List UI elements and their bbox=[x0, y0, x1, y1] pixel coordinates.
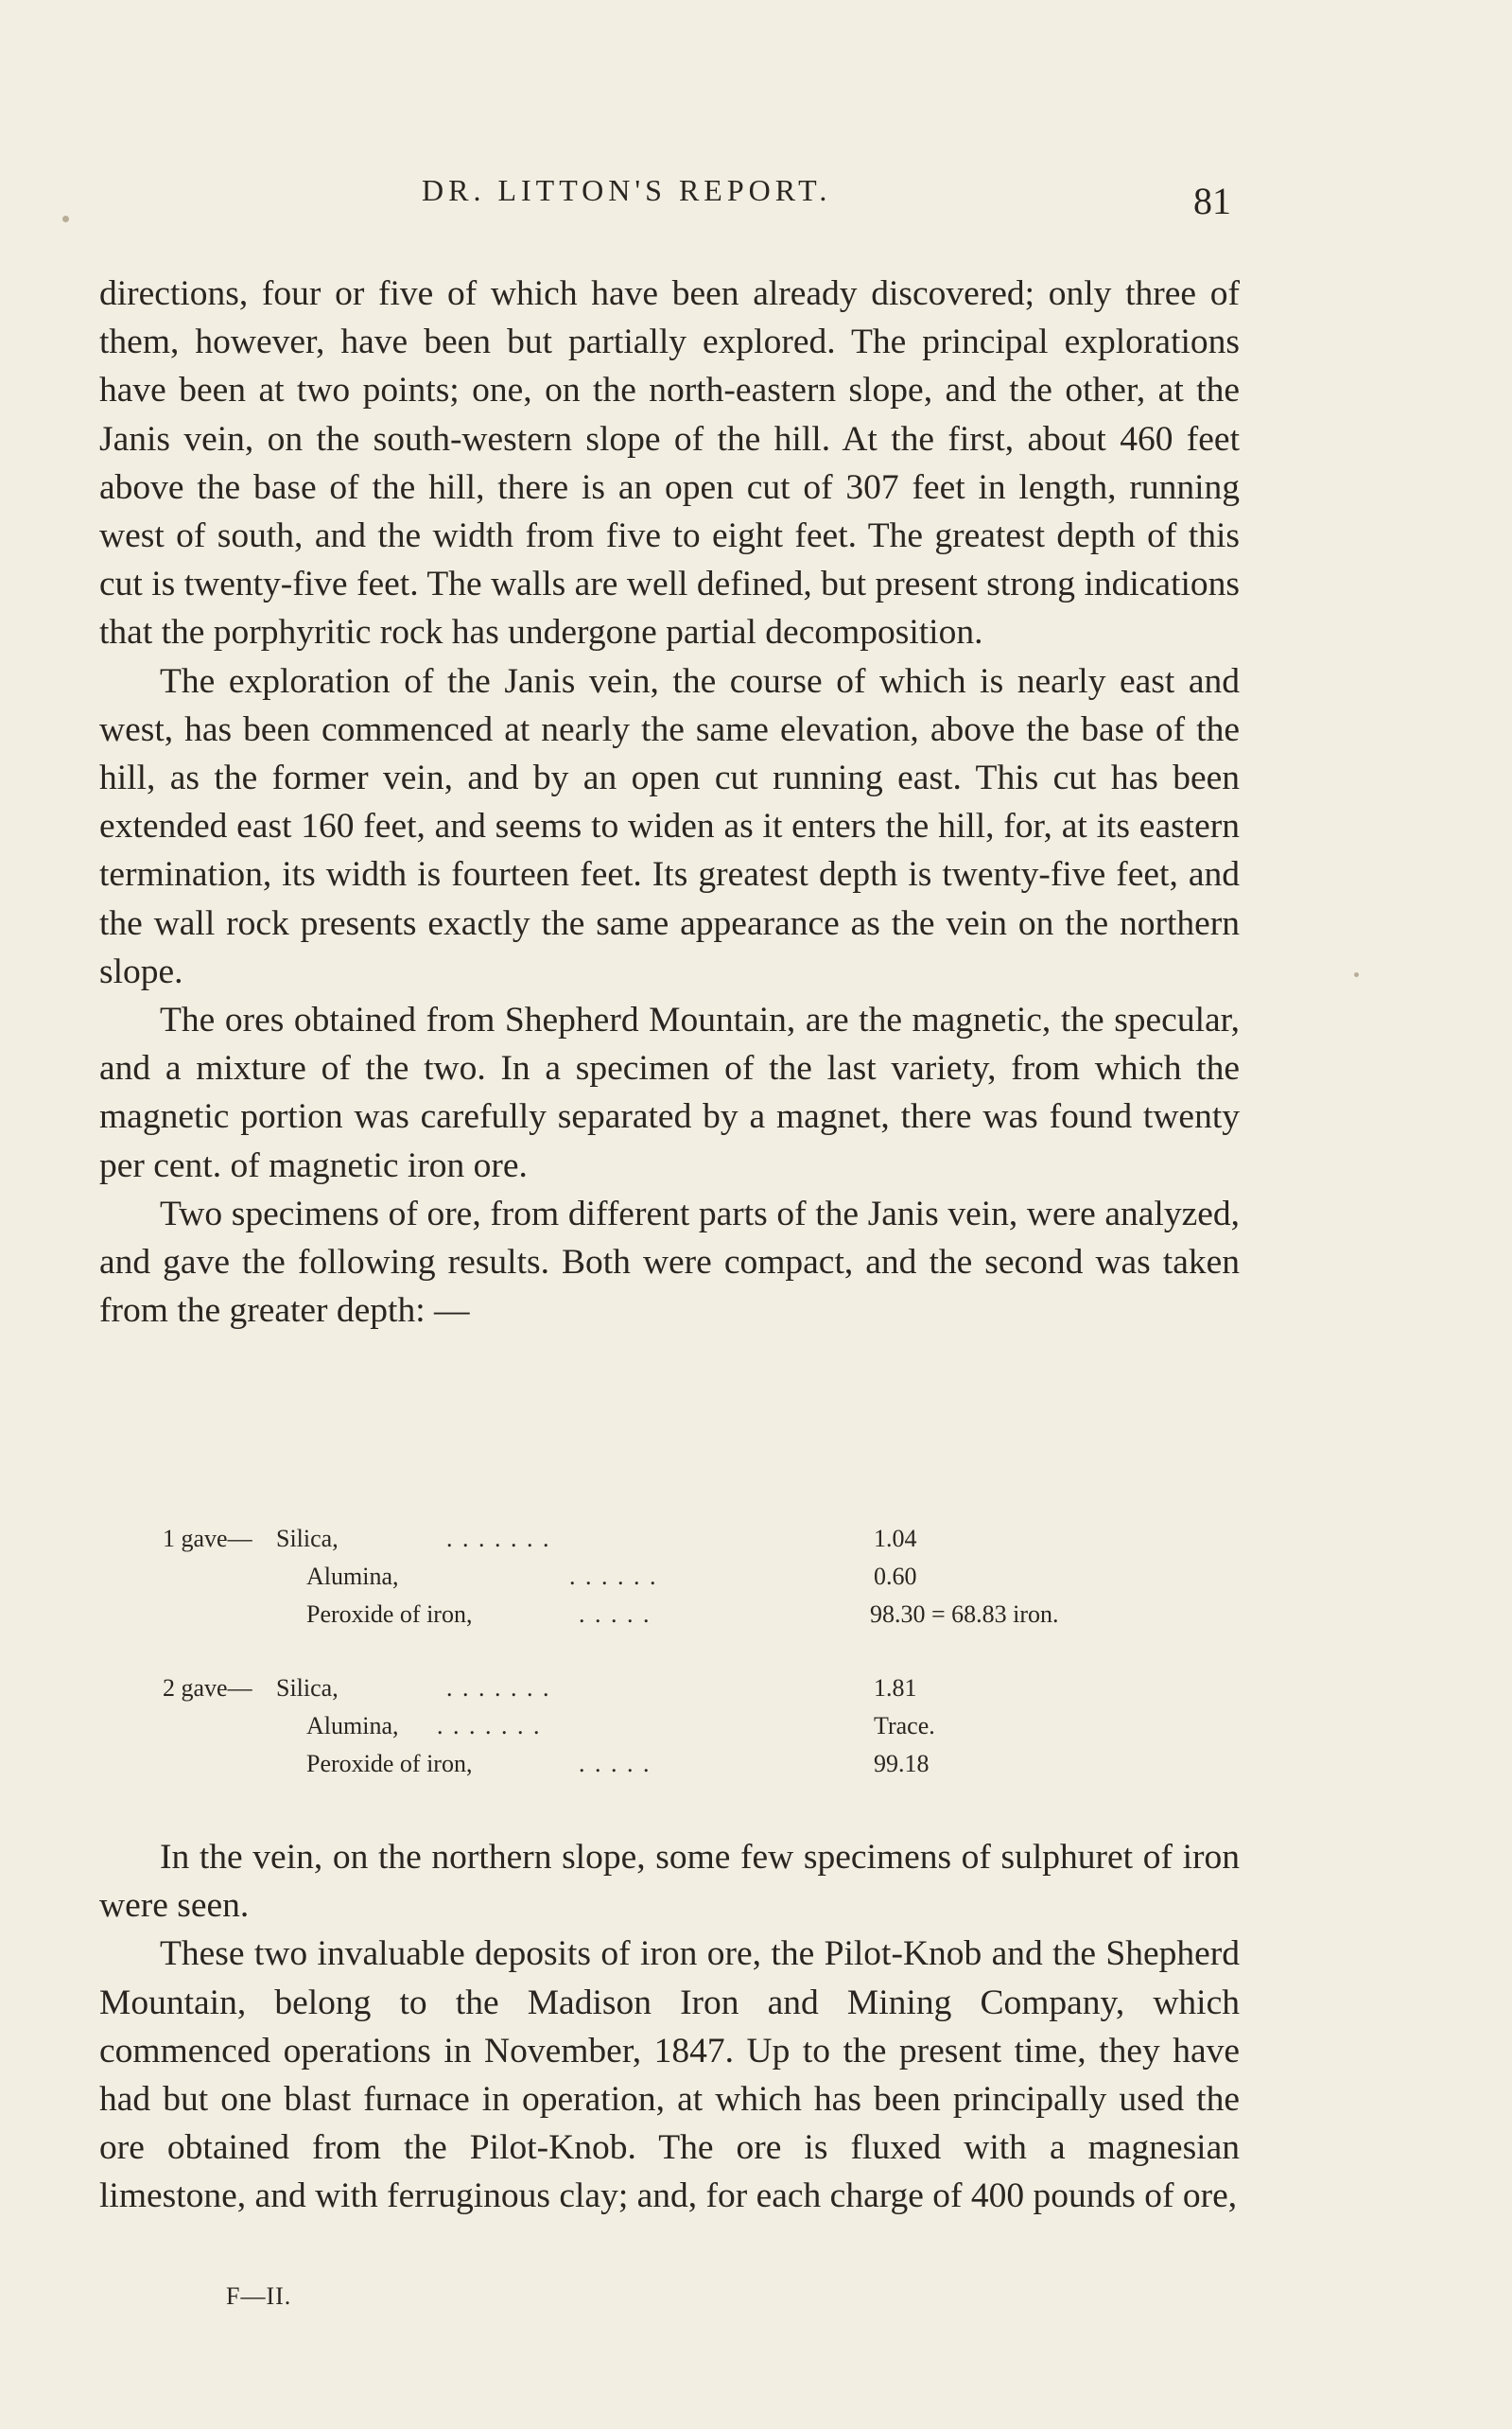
specimen-label: 2 gave— bbox=[163, 1674, 252, 1702]
component-name: Silica, bbox=[276, 1674, 339, 1702]
body-text-bottom bbox=[99, 1833, 1240, 2221]
component-value: 98.30 = 68.83 iron. bbox=[870, 1600, 1059, 1628]
page-header bbox=[0, 173, 1512, 222]
leader-dots: . . . . . . . bbox=[446, 1525, 551, 1552]
table-row bbox=[163, 1563, 1156, 1600]
component-value: 0.60 bbox=[874, 1563, 917, 1590]
leader-dots: . . . . . . . bbox=[446, 1674, 551, 1702]
paragraph: In the vein, on the northern slope, some few specimens of sulphuret of iron were seen. bbox=[99, 1838, 1240, 1926]
component-name: Silica, bbox=[276, 1525, 339, 1552]
table-row bbox=[163, 1525, 1156, 1563]
paragraph: directions, four or five of which have been already discovered; only three of them, however, have been but partially explored. The principal explorations have been at two points; one, on the north-eastern slope, and the other, at the Janis vein, on the south-western slope of the hill. At the first, about 460 feet above the base of the hill, there is an open cut of 307 feet in length, running west of south, and the width from five to eight feet. The greatest depth of this cut is twenty-five feet. The walls are well defined, but present strong indications that the porphyritic rock has undergone partial decomposition. bbox=[99, 274, 1240, 653]
component-name: Alumina, bbox=[306, 1712, 399, 1739]
leader-dots: . . . . . . . bbox=[437, 1712, 542, 1739]
specimen-label: 1 gave— bbox=[163, 1525, 252, 1552]
component-name: Peroxide of iron, bbox=[306, 1600, 473, 1628]
component-name: Alumina, bbox=[306, 1563, 399, 1590]
paragraph: These two invaluable deposits of iron ore, the Pilot-Knob and the Shepherd Mountain, belong to the Madison Iron and Mining Company, which commenced operations in November, 1847. Up to the present time, they have had but one blast furnace in operation, at which has been principally used the ore obtained from the Pilot-Knob. The ore is fluxed with a magnesian limestone, and with ferruginous clay; and, for each charge of 400 pounds of ore, bbox=[99, 1934, 1240, 2216]
running-title: DR. LITTON'S REPORT. bbox=[422, 173, 832, 207]
paper-speck bbox=[1354, 972, 1359, 977]
page-number: 81 bbox=[1193, 180, 1231, 222]
component-value: 1.04 bbox=[874, 1525, 917, 1552]
leader-dots: . . . . . bbox=[579, 1750, 652, 1777]
leader-dots: . . . . . bbox=[579, 1600, 652, 1628]
signature-mark: F—II. bbox=[226, 2282, 292, 2310]
component-name: Peroxide of iron, bbox=[306, 1750, 473, 1777]
paragraph: The exploration of the Janis vein, the course of which is nearly east and west, has been commenced at nearly the same elevation, above the base of the hill, as the former vein, and by an open cut running east. This cut has been extended east 160 feet, and seems to widen as it enters the hill, for, at its eastern termination, its width is fourteen feet. Its greatest depth is twenty-five feet, and the wall rock presents exactly the same appearance as the vein on the northern slope. bbox=[99, 661, 1240, 991]
analysis-table bbox=[163, 1525, 1156, 1788]
table-row bbox=[163, 1674, 1156, 1712]
leader-dots: . . . . . . bbox=[569, 1563, 658, 1590]
table-row bbox=[163, 1600, 1156, 1638]
body-text-top bbox=[99, 270, 1240, 1335]
component-value: 99.18 bbox=[874, 1750, 930, 1777]
component-value: 1.81 bbox=[874, 1674, 917, 1702]
table-row bbox=[163, 1750, 1156, 1788]
paragraph: Two specimens of ore, from different parts of the Janis vein, were analyzed, and gave the following results. Both were compact, and the second was taken from the greater depth: — bbox=[99, 1194, 1240, 1331]
component-value: Trace. bbox=[874, 1712, 935, 1739]
table-row bbox=[163, 1712, 1156, 1750]
paragraph: The ores obtained from Shepherd Mountain, are the magnetic, the specular, and a mixture of the two. In a specimen of the last variety, from which the magnetic portion was carefully separated by a magnet, there was found twenty per cent. of magnetic iron ore. bbox=[99, 1001, 1240, 1185]
paper-speck bbox=[62, 216, 69, 222]
